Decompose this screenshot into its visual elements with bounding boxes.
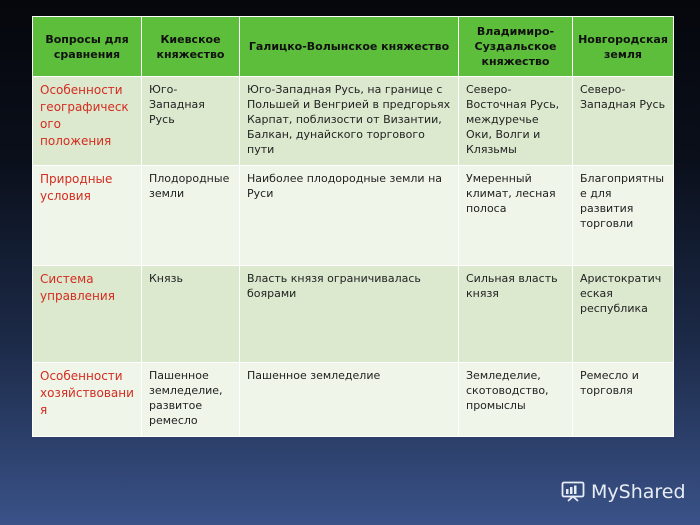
myshared-logo-icon — [561, 481, 585, 503]
row-label: Природные условия — [33, 166, 142, 266]
comparison-table-container — [32, 16, 673, 436]
table-cell: Земледелие, скотоводство, промыслы — [459, 363, 573, 437]
myshared-watermark — [561, 480, 686, 504]
table-cell: Северо-Западная Русь — [573, 77, 674, 166]
table-cell: Пашенное земледелие, развитое ремесло — [142, 363, 240, 437]
table-row — [33, 266, 674, 363]
table-row — [33, 166, 674, 266]
table-cell: Ремесло и торговля — [573, 363, 674, 437]
comparison-table — [32, 16, 674, 437]
header-cell: Вопросы для сравнения — [33, 17, 142, 77]
table-cell: Пашенное земледелие — [240, 363, 459, 437]
table-header-row — [33, 17, 674, 77]
table-cell: Власть князя ограничивалась боярами — [240, 266, 459, 363]
row-label: Особенности хозяйствования — [33, 363, 142, 437]
table-cell: Юго-Западная Русь — [142, 77, 240, 166]
table-cell: Умеренный климат, лесная полоса — [459, 166, 573, 266]
table-row — [33, 77, 674, 166]
header-cell: Новгородская земля — [573, 17, 674, 77]
table-cell: Северо-Восточная Русь, междуречье Оки, Волги и Клязьмы — [459, 77, 573, 166]
row-label: Особенности географического положения — [33, 77, 142, 166]
table-row — [33, 363, 674, 437]
header-cell: Владимиро-Суздальское княжество — [459, 17, 573, 77]
table-cell: Аристократическая республика — [573, 266, 674, 363]
table-cell: Плодородные земли — [142, 166, 240, 266]
header-cell: Галицко-Волынское княжество — [240, 17, 459, 77]
watermark-text: MyShared — [591, 481, 686, 503]
row-label: Система управления — [33, 266, 142, 363]
table-cell: Наиболее плодородные земли на Руси — [240, 166, 459, 266]
table-cell: Юго-Западная Русь, на границе с Польшей и Венгрией в предгорьях Карпат, поблизости от Византии, Балкан, дунайского торгового пути — [240, 77, 459, 166]
table-cell: Сильная власть князя — [459, 266, 573, 363]
header-cell: Киевское княжество — [142, 17, 240, 77]
table-cell: Князь — [142, 266, 240, 363]
table-cell: Благоприятные для развития торговли — [573, 166, 674, 266]
